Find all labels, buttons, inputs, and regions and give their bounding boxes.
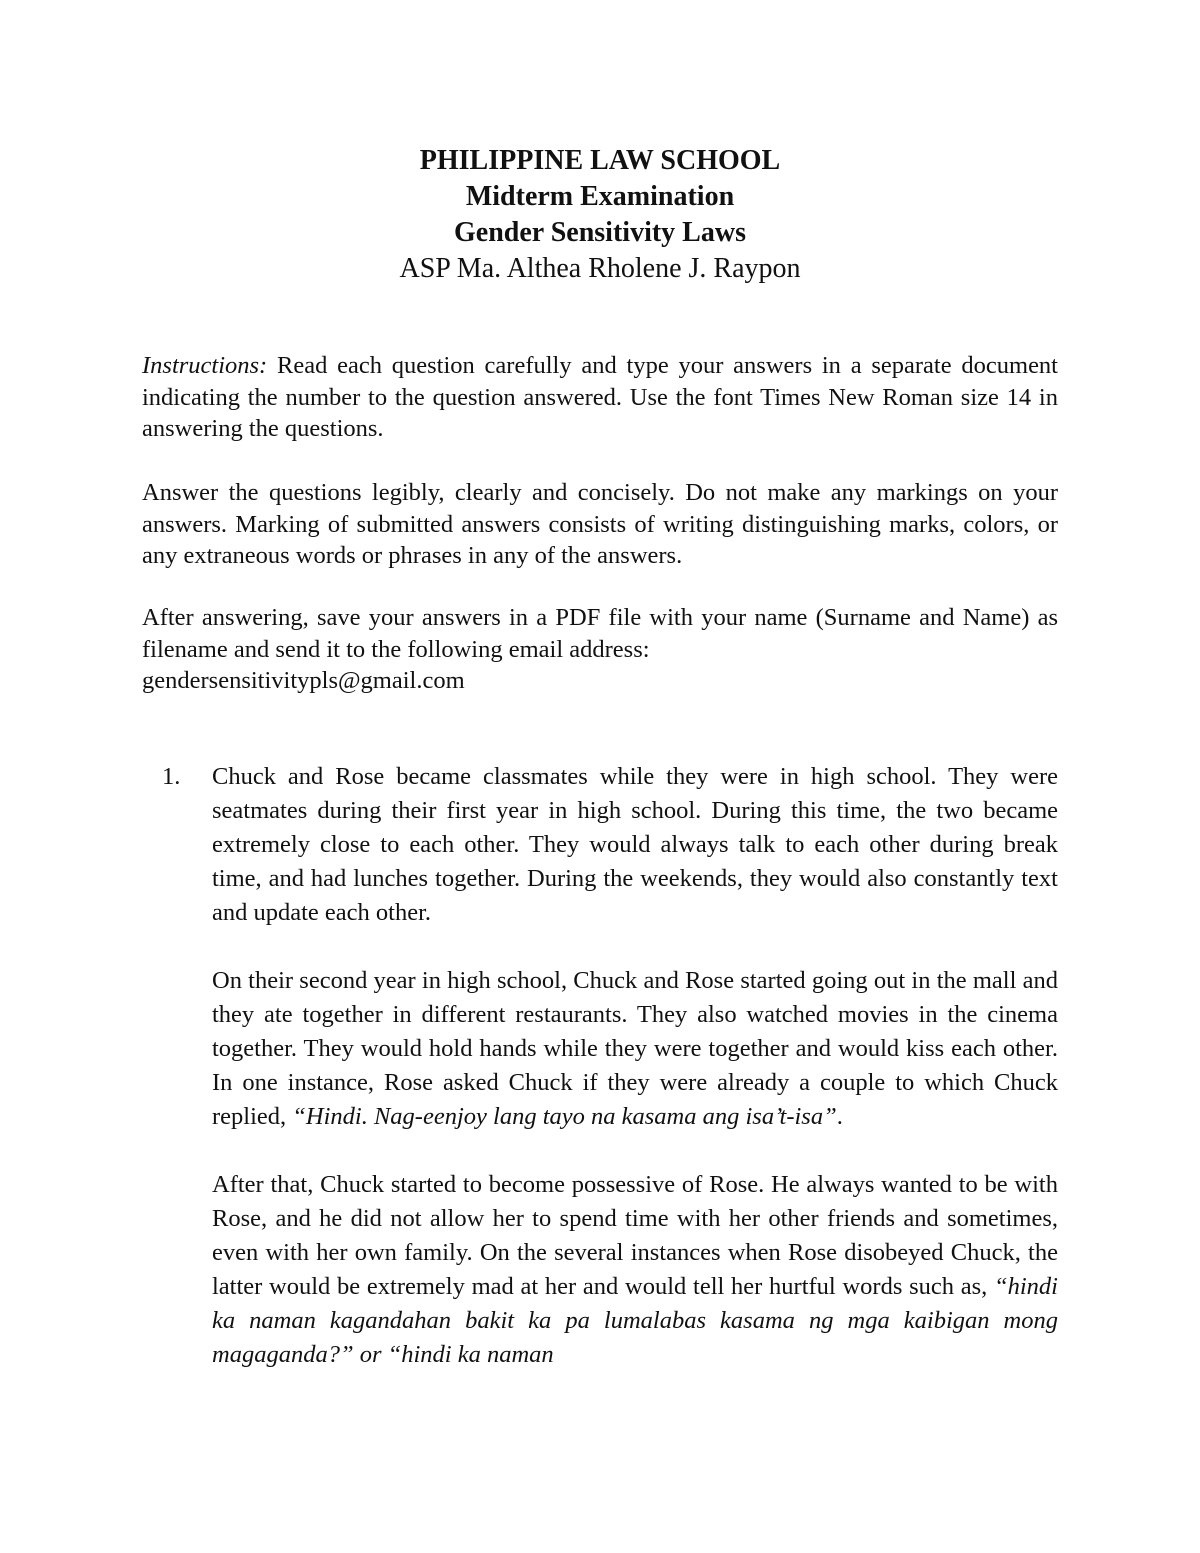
email-address: gendersensitivitypls@gmail.com bbox=[142, 667, 465, 695]
question-quote-2: “hindi ka naman kagandahan bakit ka pa lumalabas kasama ng mga kaibigan mong magaganda?” or “hindi ka naman bbox=[212, 1273, 1058, 1368]
question-paragraph-2-text: On their second year in high school, Chuck and Rose started going out in the mall and they ate together in different restaurants. They also watched movies in the cinema together. They would hold hands while they were together and would kiss each other. In one instance, Rose asked Chuck if they were already a couple to which Chuck replied, bbox=[212, 967, 1058, 1130]
question-paragraph-3 bbox=[212, 1168, 1058, 1372]
question-paragraph-3-text: After that, Chuck started to become possessive of Rose. He always wanted to be with Rose, and he did not allow her to spend time with her other friends and sometimes, even with her own family. On the several instances when Rose disobeyed Chuck, the latter would be extremely mad at her and would tell her hurtful words such as, bbox=[212, 1171, 1058, 1300]
document-header bbox=[0, 143, 1200, 287]
subject-title: Gender Sensitivity Laws bbox=[454, 217, 746, 248]
question-list bbox=[142, 760, 1058, 1372]
question-paragraph-2-end: . bbox=[836, 1103, 843, 1130]
question-paragraph-2 bbox=[212, 964, 1058, 1134]
submission-text: After answering, save your answers in a PDF file with your name (Surname and Name) as filename and send it to the following email address: bbox=[142, 604, 1058, 663]
author-name: ASP Ma. Althea Rholene J. Raypon bbox=[399, 253, 801, 284]
exam-title: Midterm Examination bbox=[465, 181, 735, 212]
question-item bbox=[142, 760, 1058, 1372]
question-paragraph-1: Chuck and Rose became classmates while they were in high school. They were seatmates during their first year in high school. During this time, the two became extremely close to each other. They would always talk to each other during break time, and had lunches together. During the weekends, they would also constantly text and update each other. bbox=[212, 763, 1058, 926]
question-number: 1. bbox=[162, 763, 181, 790]
school-name: PHILIPPINE LAW SCHOOL bbox=[419, 145, 781, 176]
instructions-text: Read each question carefully and type your answers in a separate document indicating the number to the question answered. Use the font Times New Roman size 14 in answering the questions. bbox=[142, 352, 1058, 443]
question-quote-1: “Hindi. Nag-eenjoy lang tayo na kasama ang isa’t-isa” bbox=[292, 1103, 837, 1130]
instructions-paragraph bbox=[142, 350, 1058, 445]
rules-paragraph: Answer the questions legibly, clearly and concisely. Do not make any markings on your answers. Marking of submitted answers consists of writing distinguishing marks, colors, or any extraneous words or phrases in any of the answers. bbox=[142, 479, 1058, 570]
instructions-label: Instructions: bbox=[142, 352, 268, 379]
submission-paragraph bbox=[142, 602, 1058, 697]
